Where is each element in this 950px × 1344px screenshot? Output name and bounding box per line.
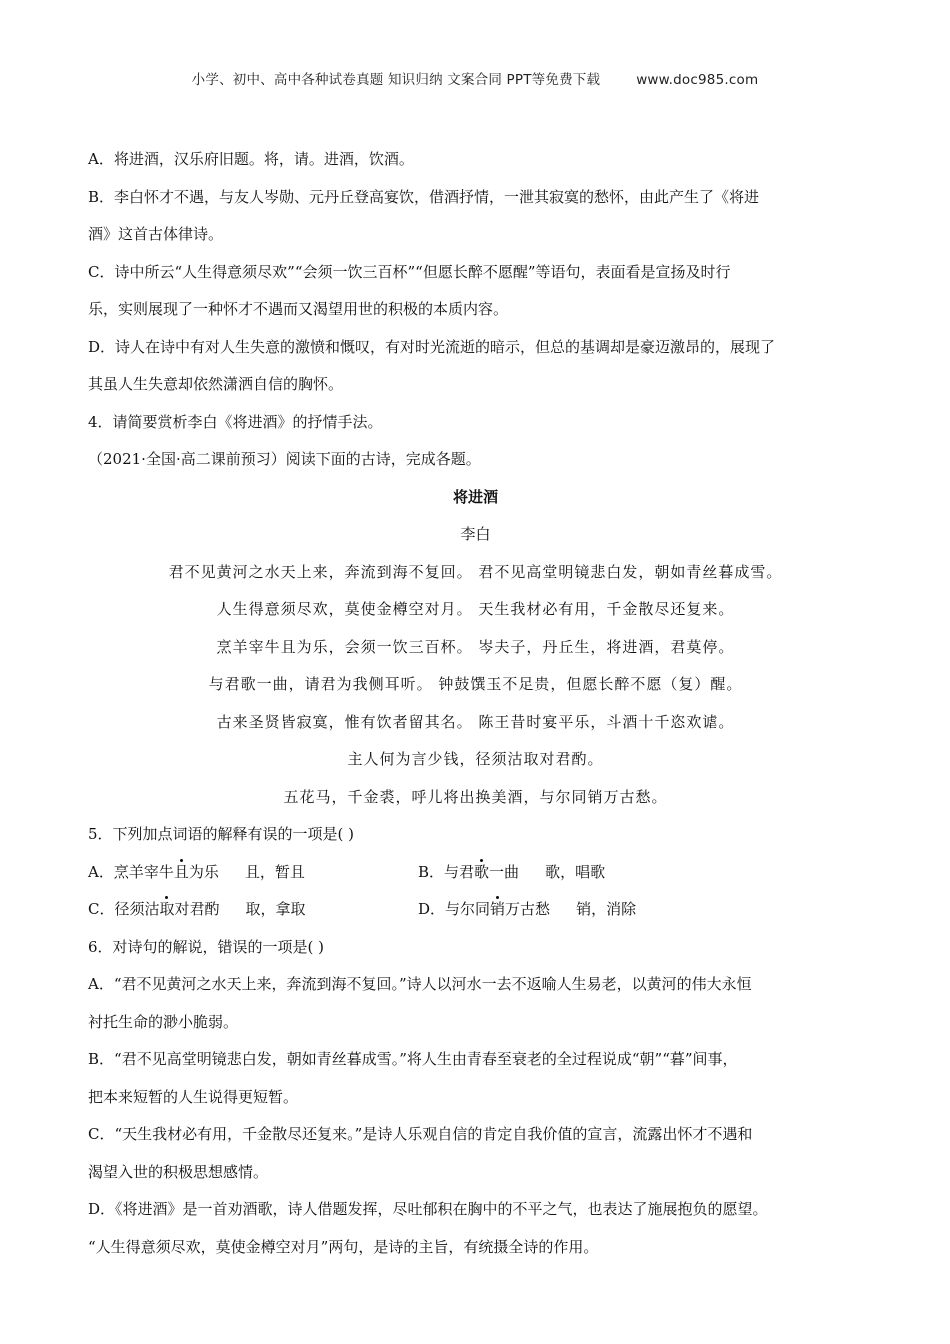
q5-option-a (88, 854, 418, 892)
q3-option-line: D．诗人在诗中有对人生失意的激愤和慨叹，有对时光流逝的暗示，但总的基调却是豪迈激昂的，展现了 (88, 337, 776, 356)
option-text: 一曲 (489, 862, 520, 881)
source-note: （2021·全国·高二课前预习）阅读下面的古诗，完成各题。 (88, 450, 481, 468)
question-6-stem: 6．对诗句的解说，错误的一项是( ) (88, 937, 325, 956)
page-header (0, 68, 950, 88)
header-url[interactable]: www.doc985.com (636, 72, 759, 88)
option-text: 为乐 (188, 862, 219, 881)
q5-option-c (88, 891, 418, 929)
header-text: 小学、初中、高中各种试卷真题 知识归纳 文案合同 PPT等免费下载 (191, 72, 601, 88)
question-5-stem: 5．下列加点词语的解释有误的一项是( ) (88, 825, 355, 843)
q6-option-line: A．“君不见黄河之水天上来，奔流到海不复回。”诗人以河水一去不返喻人生易老，以黄河的伟大永恒 (88, 975, 752, 993)
q3-option-line: 乐，实则展现了一种怀才不遇而又渴望用世的积极的本质内容。 (88, 300, 509, 318)
poem-line: 与君歌一曲，请君为我侧耳听。 钟鼓馔玉不足贵，但愿长醉不愿（复）醒。 (208, 675, 743, 693)
document-body (88, 141, 863, 1266)
q3-option-line: B．李白怀才不遇，与友人岑勋、元丹丘登高宴饮，借酒抒情，一泄其寂寞的愁怀，由此产生了《将进 (88, 187, 760, 206)
option-text: 对君酌 (174, 900, 220, 918)
option-meaning: 且，暂且 (244, 862, 305, 881)
option-text: A．烹羊宰牛 (88, 862, 174, 881)
q6-option-line: B．“君不见高堂明镜悲白发，朝如青丝暮成雪。”将人生由青春至衰老的全过程说成“朝”“暮”间事， (88, 1050, 738, 1068)
option-meaning: 取，拿取 (245, 900, 306, 918)
q5-option-b (418, 854, 748, 892)
poem-line: 人生得意须尽欢，莫使金樽空对月。 天生我材必有用，千金散尽还复来。 (216, 600, 735, 618)
poem-line: 君不见黄河之水天上来，奔流到海不复回。 君不见高堂明镜悲白发，朝如青丝暮成雪。 (168, 562, 783, 581)
q3-option-line: 其虽人生失意却依然潇洒自信的胸怀。 (88, 375, 344, 393)
option-text: C．径须沽 (88, 900, 160, 918)
poem-line: 古来圣贤皆寂寞，惟有饮者留其名。 陈王昔时宴平乐，斗酒十千恣欢谑。 (216, 712, 735, 731)
poem-author: 李白 (460, 525, 491, 543)
option-text: B．与君 (418, 862, 475, 881)
q6-option-line: 渴望入世的积极思想感情。 (88, 1162, 269, 1181)
option-text: D．与尔同 (418, 900, 491, 918)
q3-option-line: A．将进酒，汉乐府旧题。将，请。进酒，饮酒。 (88, 150, 414, 168)
q5-option-d (418, 891, 748, 929)
dotted-word: 且 (173, 862, 189, 881)
q6-option-line: “人生得意须尽欢，莫使金樽空对月”两句，是诗的主旨，有统摄全诗的作用。 (88, 1237, 599, 1256)
q6-option-line: 把本来短暂的人生说得更短暂。 (88, 1087, 299, 1106)
q3-option-line: 酒》这首古体律诗。 (88, 225, 224, 243)
question-4: 4．请简要赏析李白《将进酒》的抒情手法。 (88, 412, 383, 431)
q6-option-line: 衬托生命的渺小脆弱。 (88, 1012, 239, 1031)
poem-title: 将进酒 (452, 487, 498, 506)
dotted-word: 取 (159, 900, 175, 918)
poem-line: 五花马，千金裘，呼儿将出换美酒，与尔同销万古愁。 (283, 787, 668, 806)
q3-option-line: C．诗中所云“人生得意须尽欢”“会须一饮三百杯”“但愿长醉不愿醒”等语句，表面看是宣扬及时行 (88, 262, 731, 281)
q6-option-line: D．《将进酒》是一首劝酒歌，诗人借题发挥，尽吐郁积在胸中的不平之气，也表达了施展抱负的愿望。 (88, 1200, 768, 1218)
poem-line: 烹羊宰牛且为乐，会须一饮三百杯。 岑夫子，丹丘生，将进酒，君莫停。 (216, 637, 735, 656)
dotted-word: 歌 (474, 862, 490, 881)
option-meaning: 销，消除 (576, 900, 637, 918)
poem-line: 主人何为言少钱，径须沽取对君酌。 (347, 750, 604, 768)
q5-option-row (88, 891, 863, 929)
dotted-word: 销 (490, 900, 506, 918)
option-text: 万古愁 (505, 900, 551, 918)
q6-option-line: C．“天生我材必有用，千金散尽还复来。”是诗人乐观自信的肯定自我价值的宣言，流露出怀才不遇和 (88, 1125, 753, 1143)
option-meaning: 歌，唱歌 (545, 862, 606, 881)
q5-option-row (88, 854, 863, 892)
